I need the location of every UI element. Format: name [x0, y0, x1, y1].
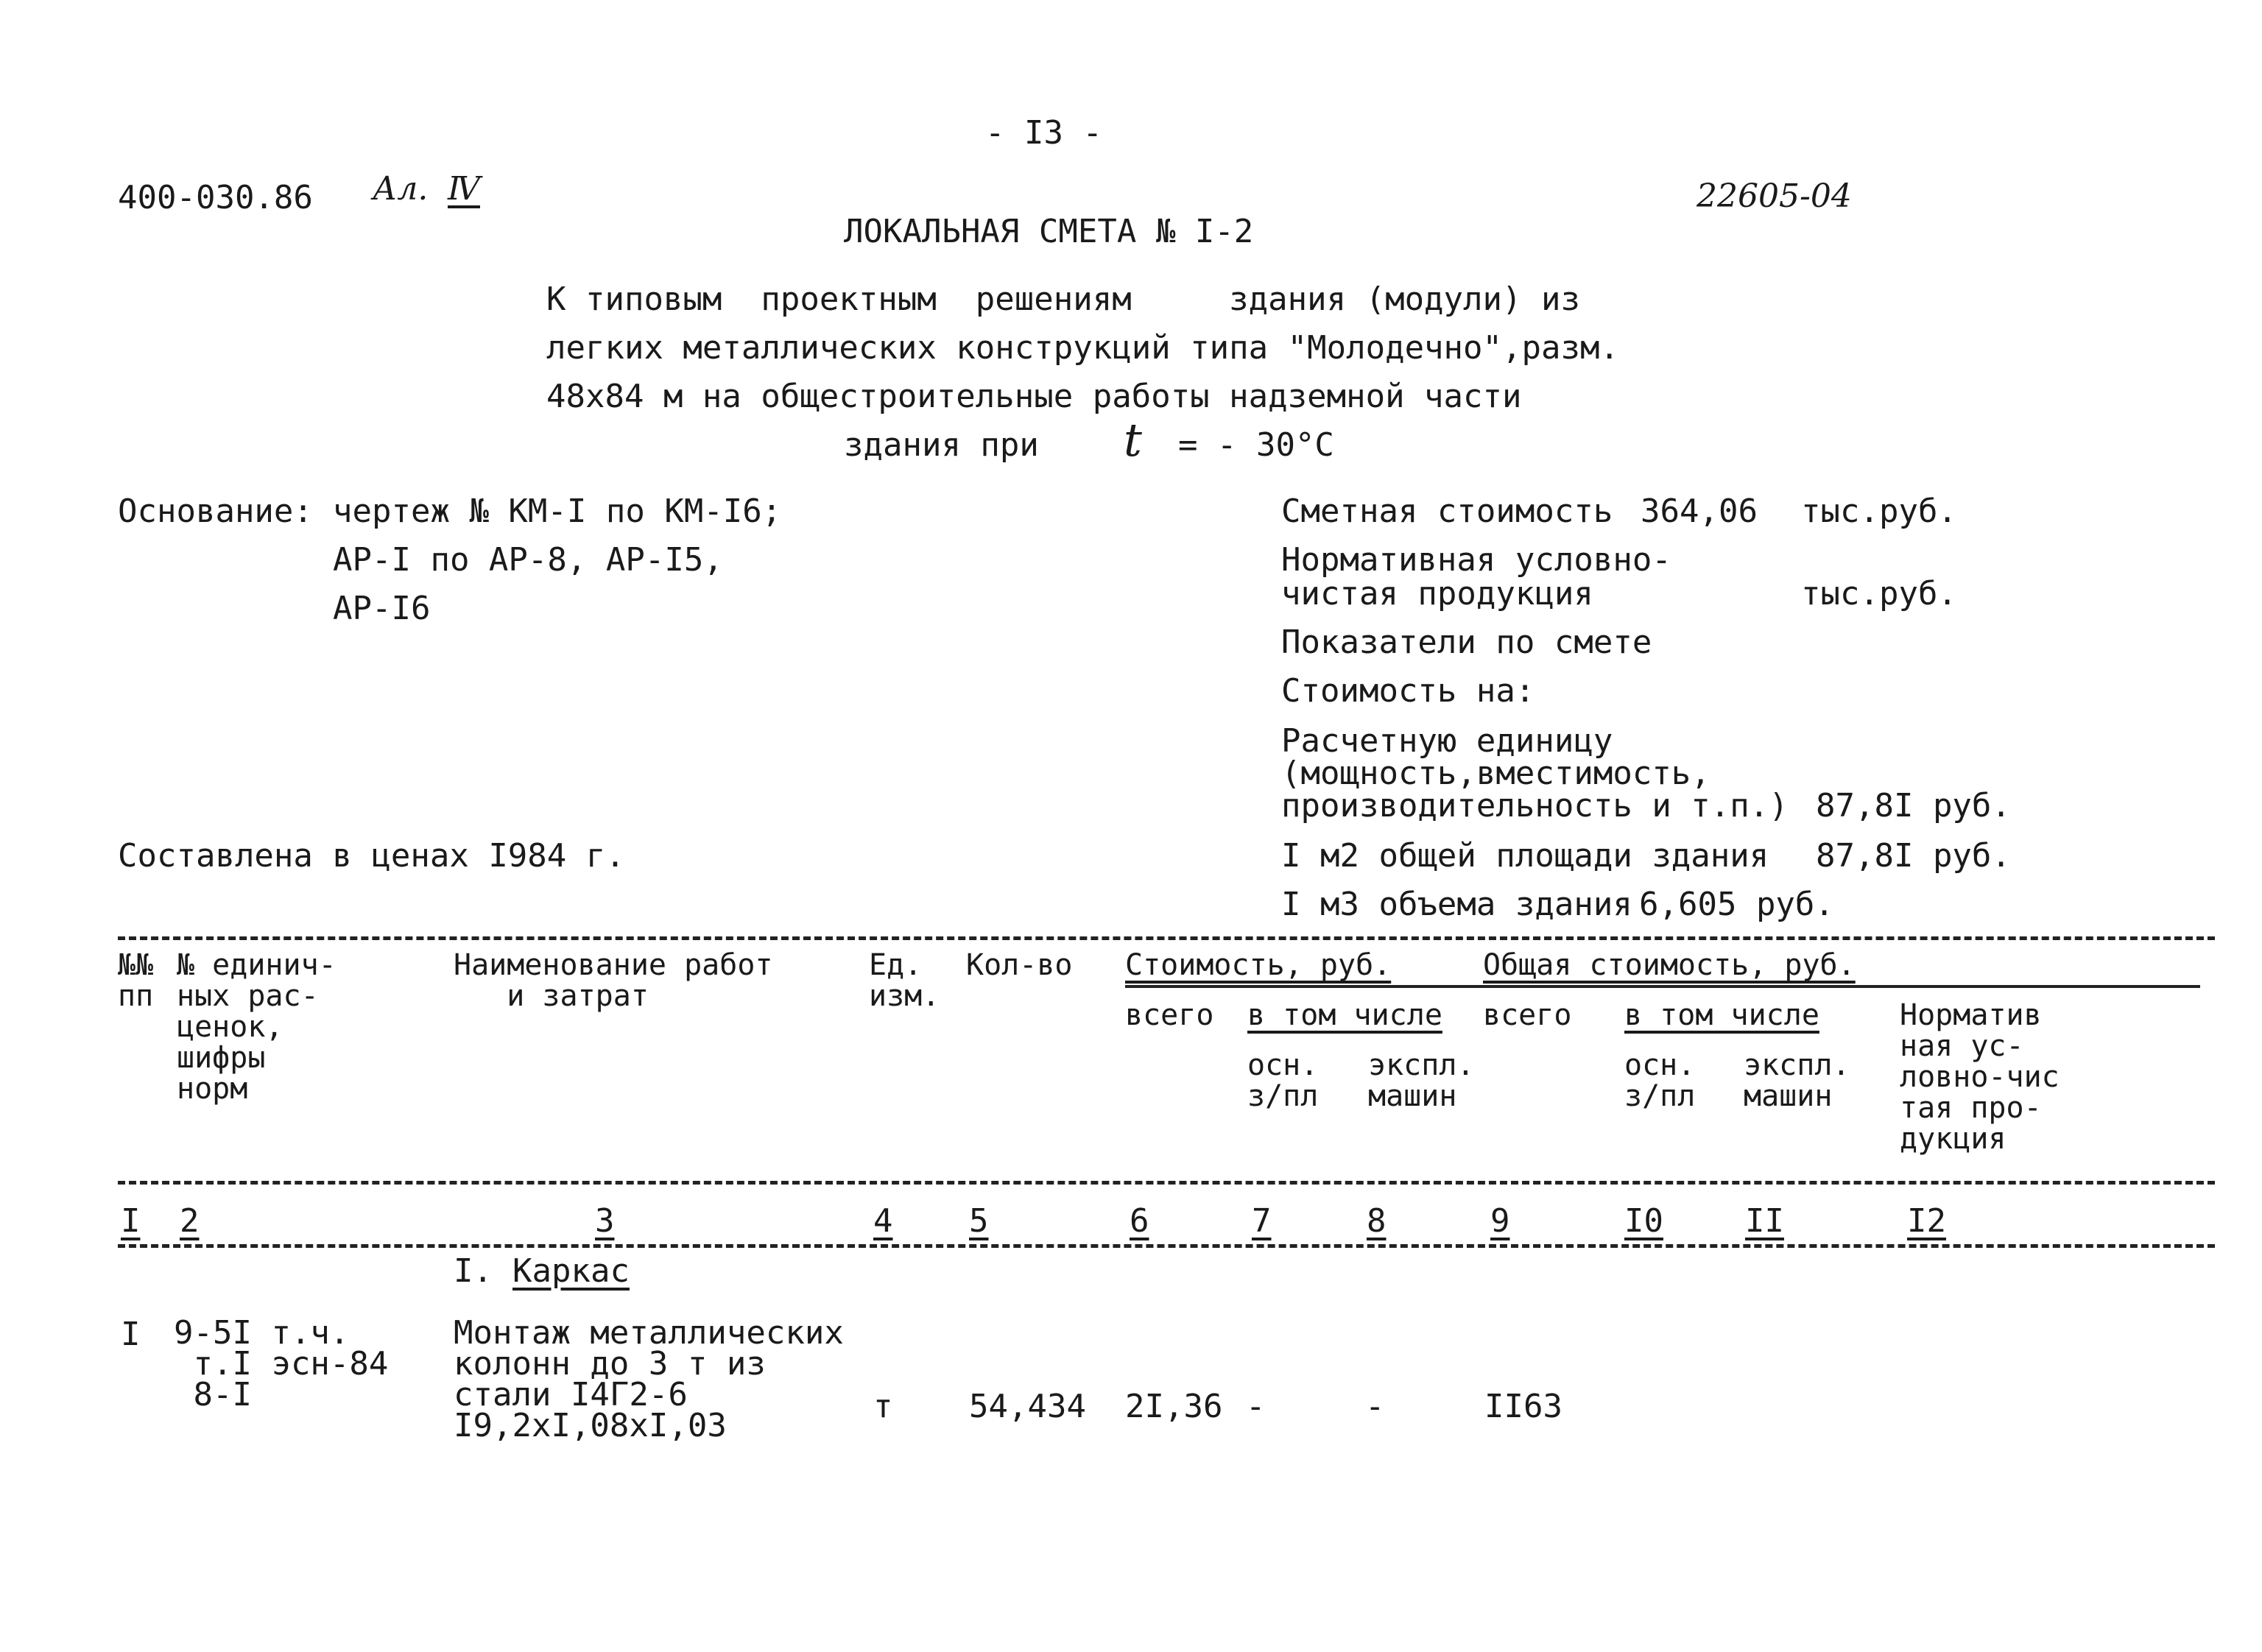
row-1-name: Монтаж металлических колонн до 3 т из стали I4Г2-6 I9,2xI,08xI,03: [454, 1314, 844, 1444]
col-number-7: 7: [1252, 1202, 1272, 1240]
temperature-value: = - 30°C: [1178, 426, 1334, 464]
col-header-unit: Ед. изм.: [869, 948, 940, 1013]
col-header-code: № единич- ных рас- ценок, шифры норм: [177, 948, 337, 1106]
album-number: Ⅳ: [448, 170, 480, 208]
m3-value: 6,605 руб.: [1639, 886, 1834, 923]
temperature-symbol: t: [1124, 413, 1142, 467]
estimated-cost-label: Сметная стоимость: [1281, 493, 1613, 530]
page-number: - I3 -: [985, 114, 1102, 152]
estimated-cost-value: 364,06: [1641, 493, 1758, 530]
col-number-1: I: [121, 1202, 141, 1240]
subtitle-line-3: 48x84 м на общестроительные работы надземной части: [546, 378, 1522, 415]
stamp-number: 22605-04: [1696, 177, 1852, 215]
indicators-label: Показатели по смете: [1281, 624, 1652, 661]
col-header-number: №№ пп: [118, 948, 154, 1013]
unit-line-3: производительность и т.п.): [1281, 787, 1789, 825]
table-top-rule: [118, 936, 2215, 940]
col-number-6: 6: [1130, 1202, 1149, 1240]
normative-line-1: Нормативная условно-: [1281, 541, 1671, 579]
col-header-unit-total: всего: [1125, 998, 1214, 1032]
col-header-unit-cost: Стоимость, руб.: [1125, 948, 1392, 982]
col-numbers-rule: [118, 1244, 2215, 1248]
col-header-unit-wages: осн. з/пл: [1247, 1048, 1319, 1113]
col-header-sum-machines: экспл. машин: [1744, 1048, 1850, 1113]
normative-unit: тыс.руб.: [1801, 575, 1957, 613]
cost-header-rule: [1125, 985, 2200, 988]
subtitle-line-4: здания при: [844, 426, 1039, 464]
col-number-4: 4: [873, 1202, 893, 1240]
col-number-11: II: [1745, 1202, 1784, 1240]
row-1-quantity: 54,434: [969, 1388, 1086, 1425]
col-header-sum-total: всего: [1483, 998, 1572, 1032]
row-1-sum-total: II63: [1484, 1388, 1562, 1425]
row-1-unit-wages: -: [1246, 1388, 1266, 1425]
document-title: ЛОКАЛЬНАЯ СМЕТА № I-2: [844, 213, 1254, 250]
col-number-9: 9: [1490, 1202, 1510, 1240]
col-number-2: 2: [180, 1202, 200, 1240]
col-header-sum-including: в том числе: [1624, 998, 1819, 1032]
cost-on-label: Стоимость на:: [1281, 672, 1535, 710]
col-number-3: 3: [595, 1202, 615, 1240]
section-number: I.: [454, 1252, 493, 1290]
album-label: Ал.: [373, 170, 429, 208]
col-header-normative: Норматив ная ус- ловно-чис тая про- дукция: [1900, 998, 2060, 1156]
compiled-prices: Составлена в ценах I984 г.: [118, 837, 625, 875]
section-title: Каркас: [512, 1252, 630, 1290]
header-bottom-rule: [118, 1181, 2215, 1185]
row-1-code: 9-5I т.ч. т.I эсн-84 8-I: [174, 1314, 389, 1413]
col-number-5: 5: [969, 1202, 989, 1240]
row-1-unit-machines: -: [1365, 1388, 1385, 1425]
m2-label: I м2 общей площади здания: [1281, 837, 1769, 875]
col-header-sum-wages: осн. з/пл: [1624, 1048, 1696, 1113]
estimated-cost-unit: тыс.руб.: [1801, 493, 1957, 530]
unit-value: 87,8I руб.: [1816, 787, 2011, 825]
col-header-unit-machines: экспл. машин: [1368, 1048, 1475, 1113]
unit-line-1: Расчетную единицу: [1281, 722, 1613, 760]
row-1-number: I: [121, 1316, 141, 1353]
m3-label: I м3 объема здания: [1281, 886, 1632, 923]
unit-line-2: (мощность,вместимость,: [1281, 755, 1710, 792]
col-header-total-cost: Общая стоимость, руб.: [1483, 948, 1856, 982]
m2-value: 87,8I руб.: [1816, 837, 2011, 875]
basis-line-2: АР-I по АР-8, АР-I5,: [333, 541, 723, 579]
col-header-unit-including: в том числе: [1247, 998, 1442, 1032]
row-1-unit: т: [873, 1388, 893, 1425]
col-header-name: Наименование работ и затрат: [454, 948, 773, 1013]
doc-code: 400-030.86: [118, 179, 313, 216]
col-number-12: I2: [1907, 1202, 1946, 1240]
normative-line-2: чистая продукция: [1281, 575, 1593, 613]
basis-line-3: АР-I6: [333, 590, 431, 627]
row-1-unit-total: 2I,36: [1125, 1388, 1223, 1425]
col-header-quantity: Кол-во: [966, 948, 1073, 982]
subtitle-line-1: К типовым проектным решениям здания (модули) из: [546, 280, 1580, 318]
col-number-10: I0: [1624, 1202, 1663, 1240]
basis-label: Основание:: [118, 493, 313, 530]
col-number-8: 8: [1367, 1202, 1387, 1240]
basis-line-1: чертеж № КМ-I по КМ-I6;: [333, 493, 782, 530]
subtitle-line-2: легких металлических конструкций типа "Молодечно",разм.: [546, 329, 1619, 367]
